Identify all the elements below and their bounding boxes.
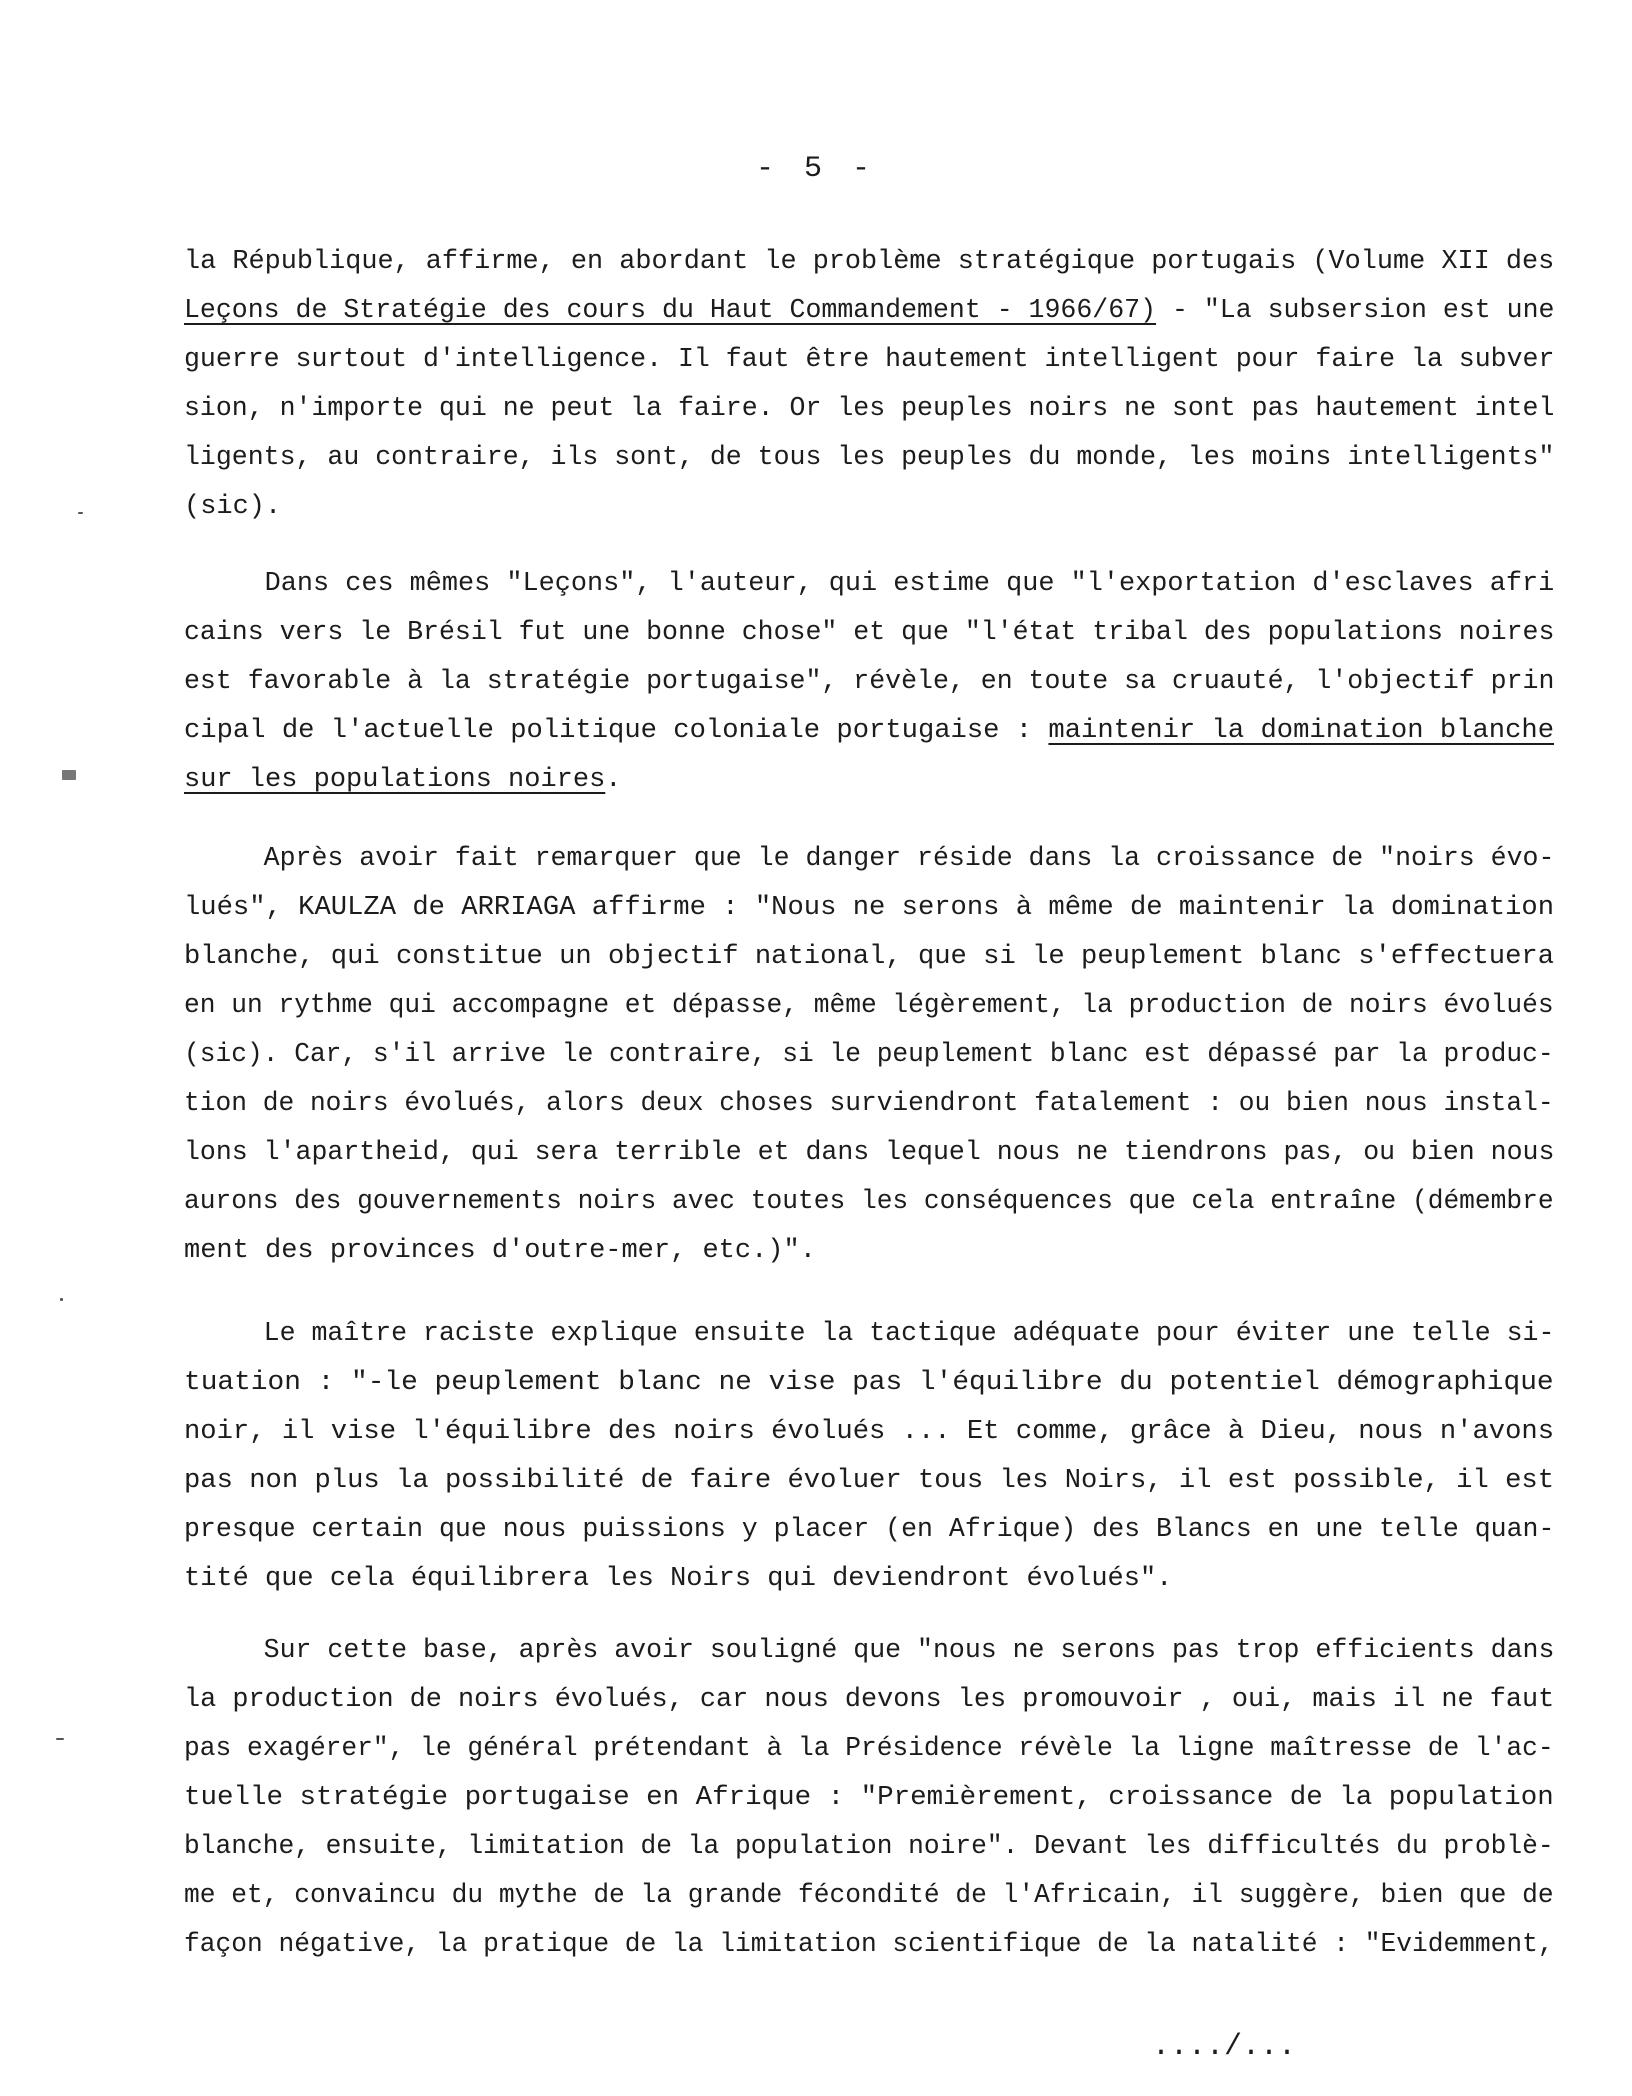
text-segment: aurons des gouvernements noirs avec toutes les conséquences que cela entraîne (démembre (184, 1187, 1554, 1217)
text-segment: tuelle stratégie portugaise en Afrique : "Premièrement, croissance de la population (184, 1783, 1554, 1813)
text-line (184, 344, 1554, 376)
text-segment: noir, il vise l'équilibre des noirs évolués ... Et comme, grâce à Dieu, nous n'avons (184, 1417, 1555, 1447)
page-number: - 5 - (755, 152, 876, 186)
text-segment: Après avoir fait remarquer que le danger réside dans la croissance de "noirs évo- (184, 844, 1555, 874)
text-line (184, 1684, 1554, 1716)
text-line (184, 1880, 1554, 1912)
text-line (184, 1514, 1554, 1546)
text-line (184, 1929, 1554, 1961)
text-line (184, 393, 1554, 425)
text-line (184, 1186, 1554, 1218)
text-segment: cipal de l'actuelle politique coloniale portugaise : (184, 716, 1049, 746)
text-line (184, 941, 1554, 973)
text-line (184, 1831, 1554, 1863)
text-segment: la production de noirs évolués, car nous devons les promouvoir , oui, mais il ne faut (184, 1685, 1555, 1715)
text-segment: (sic). Car, s'il arrive le contraire, si le peuplement blanc est dépassé par la produc- (184, 1040, 1554, 1070)
text-line (184, 1318, 1554, 1350)
text-line (184, 715, 1554, 747)
text-segment: tion de noirs évolués, alors deux choses surviendront fatalement : ou bien nous instal- (184, 1089, 1554, 1119)
underlined-text: maintenir la domination blanche (1048, 716, 1555, 746)
text-segment: la République, affirme, en abordant le problème stratégique portugais (Volume XII des (184, 247, 1555, 277)
text-segment: Le maître raciste explique ensuite la tactique adéquate pour éviter une telle si- (184, 1319, 1555, 1349)
text-line (184, 246, 1554, 278)
text-segment: . (605, 765, 622, 795)
scan-speck (60, 1298, 63, 1301)
text-segment: cains vers le Brésil fut une bonne chose" et que "l'état tribal des populations noires (184, 618, 1555, 648)
text-segment: me et, convaincu du mythe de la grande fécondité de l'Africain, il suggère, bien que de (184, 1881, 1554, 1911)
underlined-text: sur les populations noires (184, 765, 606, 795)
underlined-text: Leçons de Stratégie des cours du Haut Commandement - 1966/67) (184, 296, 1157, 326)
text-segment: ment des provinces d'outre-mer, etc.)". (184, 1236, 816, 1266)
text-line (184, 442, 1554, 474)
text-segment: pas non plus la possibilité de faire évoluer tous les Noirs, il est possible, il est (184, 1466, 1555, 1496)
continuation-mark: ..../... (1152, 2030, 1297, 2064)
text-line (184, 1635, 1554, 1667)
text-segment: - "La subsersion est une (1156, 296, 1555, 326)
text-line (184, 1235, 816, 1267)
text-segment: tuation : "-le peuplement blanc ne vise pas l'équilibre du potentiel démographique (184, 1368, 1554, 1398)
text-line (184, 1137, 1554, 1169)
text-line (184, 990, 1554, 1022)
text-segment: ligents, au contraire, ils sont, de tous les peuples du monde, les moins intelligents" (184, 443, 1555, 473)
text-segment: blanche, ensuite, limitation de la population noire". Devant les difficultés du problè- (184, 1832, 1554, 1862)
text-line (184, 843, 1554, 875)
text-segment: presque certain que nous puissions y placer (en Afrique) des Blancs en une telle quan- (184, 1515, 1555, 1545)
text-line (184, 1416, 1554, 1448)
scan-speck (78, 512, 83, 514)
text-line (184, 1563, 1172, 1595)
text-segment: (sic). (184, 492, 282, 522)
text-segment: pas exagérer", le général prétendant à la Présidence révèle la ligne maîtresse de l'ac- (184, 1734, 1554, 1764)
text-line (184, 491, 281, 523)
text-segment: blanche, qui constitue un objectif national, que si le peuplement blanc s'effectuera (184, 942, 1555, 972)
text-line (184, 295, 1554, 327)
text-segment: Sur cette base, après avoir souligné que "nous ne serons pas trop efficients dans (184, 1636, 1555, 1666)
text-line (184, 666, 1554, 698)
text-segment: en un rythme qui accompagne et dépasse, même légèrement, la production de noirs évolués (184, 991, 1554, 1021)
text-line (184, 1039, 1554, 1071)
text-segment: sion, n'importe qui ne peut la faire. Or les peuples noirs ne sont pas hautement intel (184, 394, 1555, 424)
text-line (184, 617, 1554, 649)
text-line (184, 1782, 1554, 1814)
text-line (184, 892, 1554, 924)
text-line (184, 1733, 1554, 1765)
text-line (184, 568, 1554, 600)
text-line (184, 1088, 1554, 1120)
text-segment: lons l'apartheid, qui sera terrible et dans lequel nous ne tiendrons pas, ou bien nous (184, 1138, 1555, 1168)
text-line (184, 1465, 1554, 1497)
scan-speck (62, 770, 76, 780)
text-segment: tité que cela équilibrera les Noirs qui deviendront évolués". (184, 1564, 1173, 1594)
text-segment: façon négative, la pratique de la limitation scientifique de la natalité : "Evidemment, (184, 1930, 1554, 1960)
text-segment: est favorable à la stratégie portugaise", révèle, en toute sa cruauté, l'objectif prin (184, 667, 1555, 697)
text-line (184, 1367, 1554, 1399)
text-line (184, 764, 621, 796)
text-segment: lués", KAULZA de ARRIAGA affirme : "Nous ne serons à même de maintenir la domination (184, 893, 1555, 923)
text-segment: Dans ces mêmes "Leçons", l'auteur, qui estime que "l'exportation d'esclaves afri (184, 569, 1555, 599)
text-segment: guerre surtout d'intelligence. Il faut être hautement intelligent pour faire la subver (184, 345, 1555, 375)
scan-speck (56, 1738, 64, 1740)
